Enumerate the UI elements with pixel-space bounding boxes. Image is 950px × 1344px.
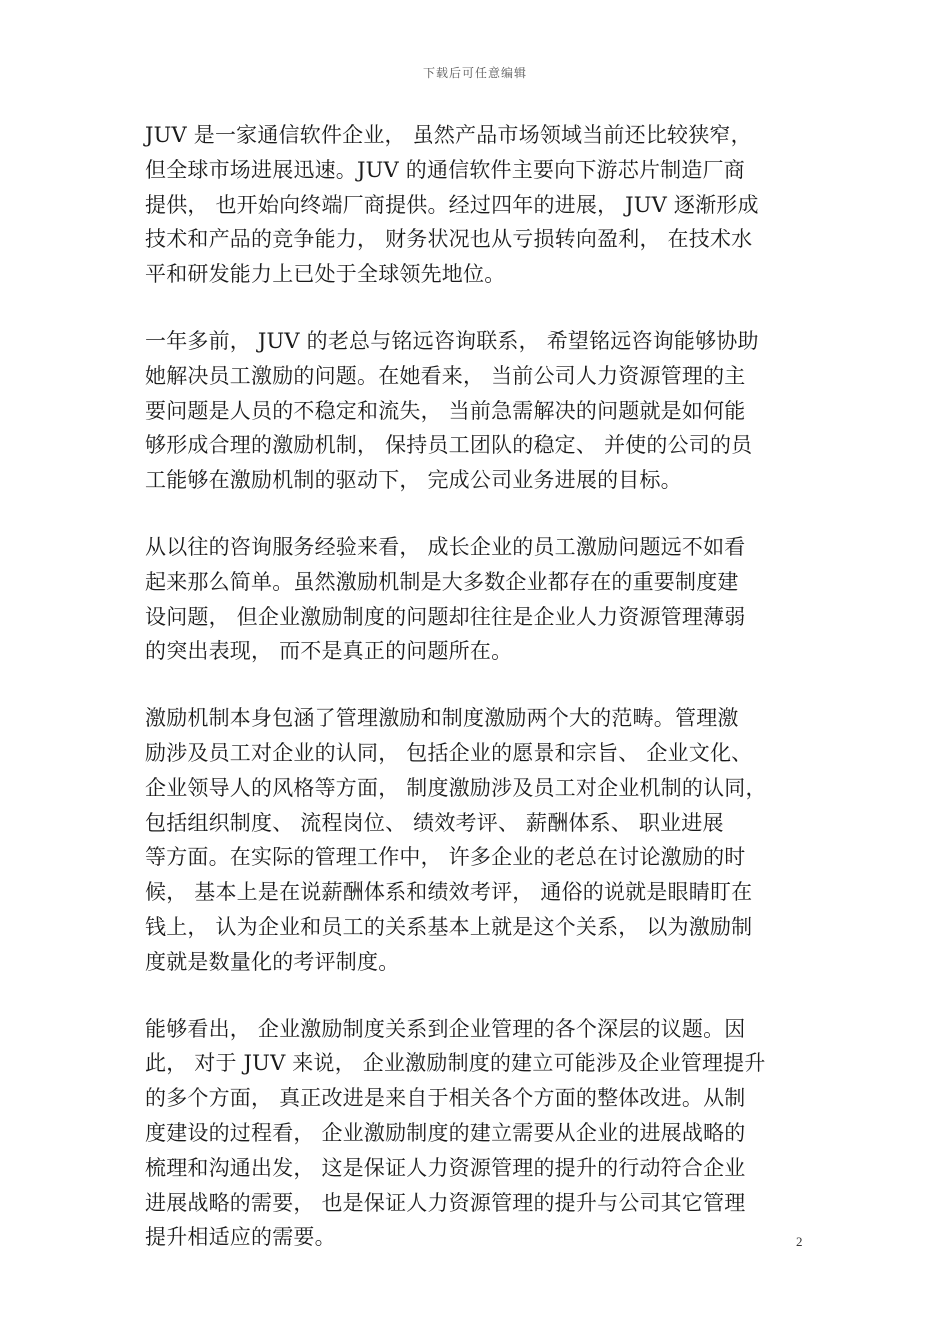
text-line: 起来那么简单。虽然激励机制是大多数企业都存在的重要制度建: [145, 569, 739, 594]
text-line: 提升相适应的需要。: [145, 1225, 336, 1250]
text-line: 励涉及员工对企业的认同， 包括企业的愿景和宗旨、 企业文化、: [145, 740, 753, 765]
text-line: 企业领导人的风格等方面， 制度激励涉及员工对企业机制的认同，: [145, 775, 767, 800]
text-line: 激励机制本身包涵了管理激励和制度激励两个大的范畴。管理激: [145, 706, 739, 731]
text-line: 包括组织制度、 流程岗位、 绩效考评、 薪酬体系、 职业进展: [145, 810, 724, 835]
text-line: 梳理和沟通出发， 这是保证人力资源管理的提升的行动符合企业: [145, 1155, 746, 1180]
text-line: 进展战略的需要， 也是保证人力资源管理的提升与公司其它管理: [145, 1190, 746, 1215]
page-number: 2: [796, 1234, 803, 1249]
paragraph-company-intro: [145, 118, 810, 292]
text-line: 平和研发能力上已处于全球领先地位。: [145, 262, 506, 287]
text-line: 此， 对于 JUV 来说， 企业激励制度的建立可能涉及企业管理提升: [145, 1051, 766, 1076]
text-line: 能够看出， 企业激励制度关系到企业管理的各个深层的议题。因: [145, 1016, 746, 1041]
text-line: 等方面。在实际的管理工作中， 许多企业的老总在讨论激励的时: [145, 845, 746, 870]
text-line: 技术和产品的竞争能力， 财务状况也从亏损转向盈利， 在技术水: [145, 227, 753, 252]
text-line: 但全球市场进展迅速。JUV 的通信软件主要向下游芯片制造厂商: [145, 157, 745, 182]
page-header: 下载后可任意编辑: [422, 66, 527, 80]
paragraph-conclusion: [145, 1012, 810, 1256]
text-line: 够形成合理的激励机制， 保持员工团队的稳定、 并使的公司的员: [145, 433, 753, 458]
text-line: 的突出表现， 而不是真正的问题所在。: [145, 639, 513, 664]
text-line: 从以往的咨询服务经验来看， 成长企业的员工激励问题远不如看: [145, 534, 746, 559]
text-line: 一年多前， JUV 的老总与铭远咨询联系， 希望铭远咨询能够协助: [145, 328, 759, 353]
paragraph-experience: [145, 530, 810, 669]
text-line: 要问题是人员的不稳定和流失， 当前急需解决的问题就是如何能: [145, 398, 746, 423]
text-line: 度就是数量化的考评制度。: [145, 949, 400, 974]
text-line: 度建设的过程看， 企业激励制度的建立需要从企业的进展战略的: [145, 1120, 746, 1145]
text-line: 的多个方面， 真正改进是来自于相关各个方面的整体改进。从制: [145, 1086, 746, 1111]
paragraph-incentive-scope: [145, 701, 810, 979]
text-line: 提供， 也开始向终端厂商提供。经过四年的进展， JUV 逐渐形成: [145, 192, 759, 217]
paragraph-consulting-request: [145, 324, 810, 498]
text-line: JUV 是一家通信软件企业， 虽然产品市场领域当前还比较狭窄，: [145, 123, 752, 147]
text-line: 设问题， 但企业激励制度的问题却往往是企业人力资源管理薄弱: [145, 604, 746, 629]
text-line: 工能够在激励机制的驱动下， 完成公司业务进展的目标。: [145, 468, 682, 493]
text-line: 钱上， 认为企业和员工的关系基本上就是这个关系， 以为激励制: [145, 914, 753, 939]
text-line: 她解决员工激励的问题。在她看来， 当前公司人力资源管理的主: [145, 363, 746, 388]
body-text: [145, 118, 810, 1287]
text-line: 候， 基本上是在说薪酬体系和绩效考评， 通俗的说就是眼睛盯在: [145, 880, 753, 905]
